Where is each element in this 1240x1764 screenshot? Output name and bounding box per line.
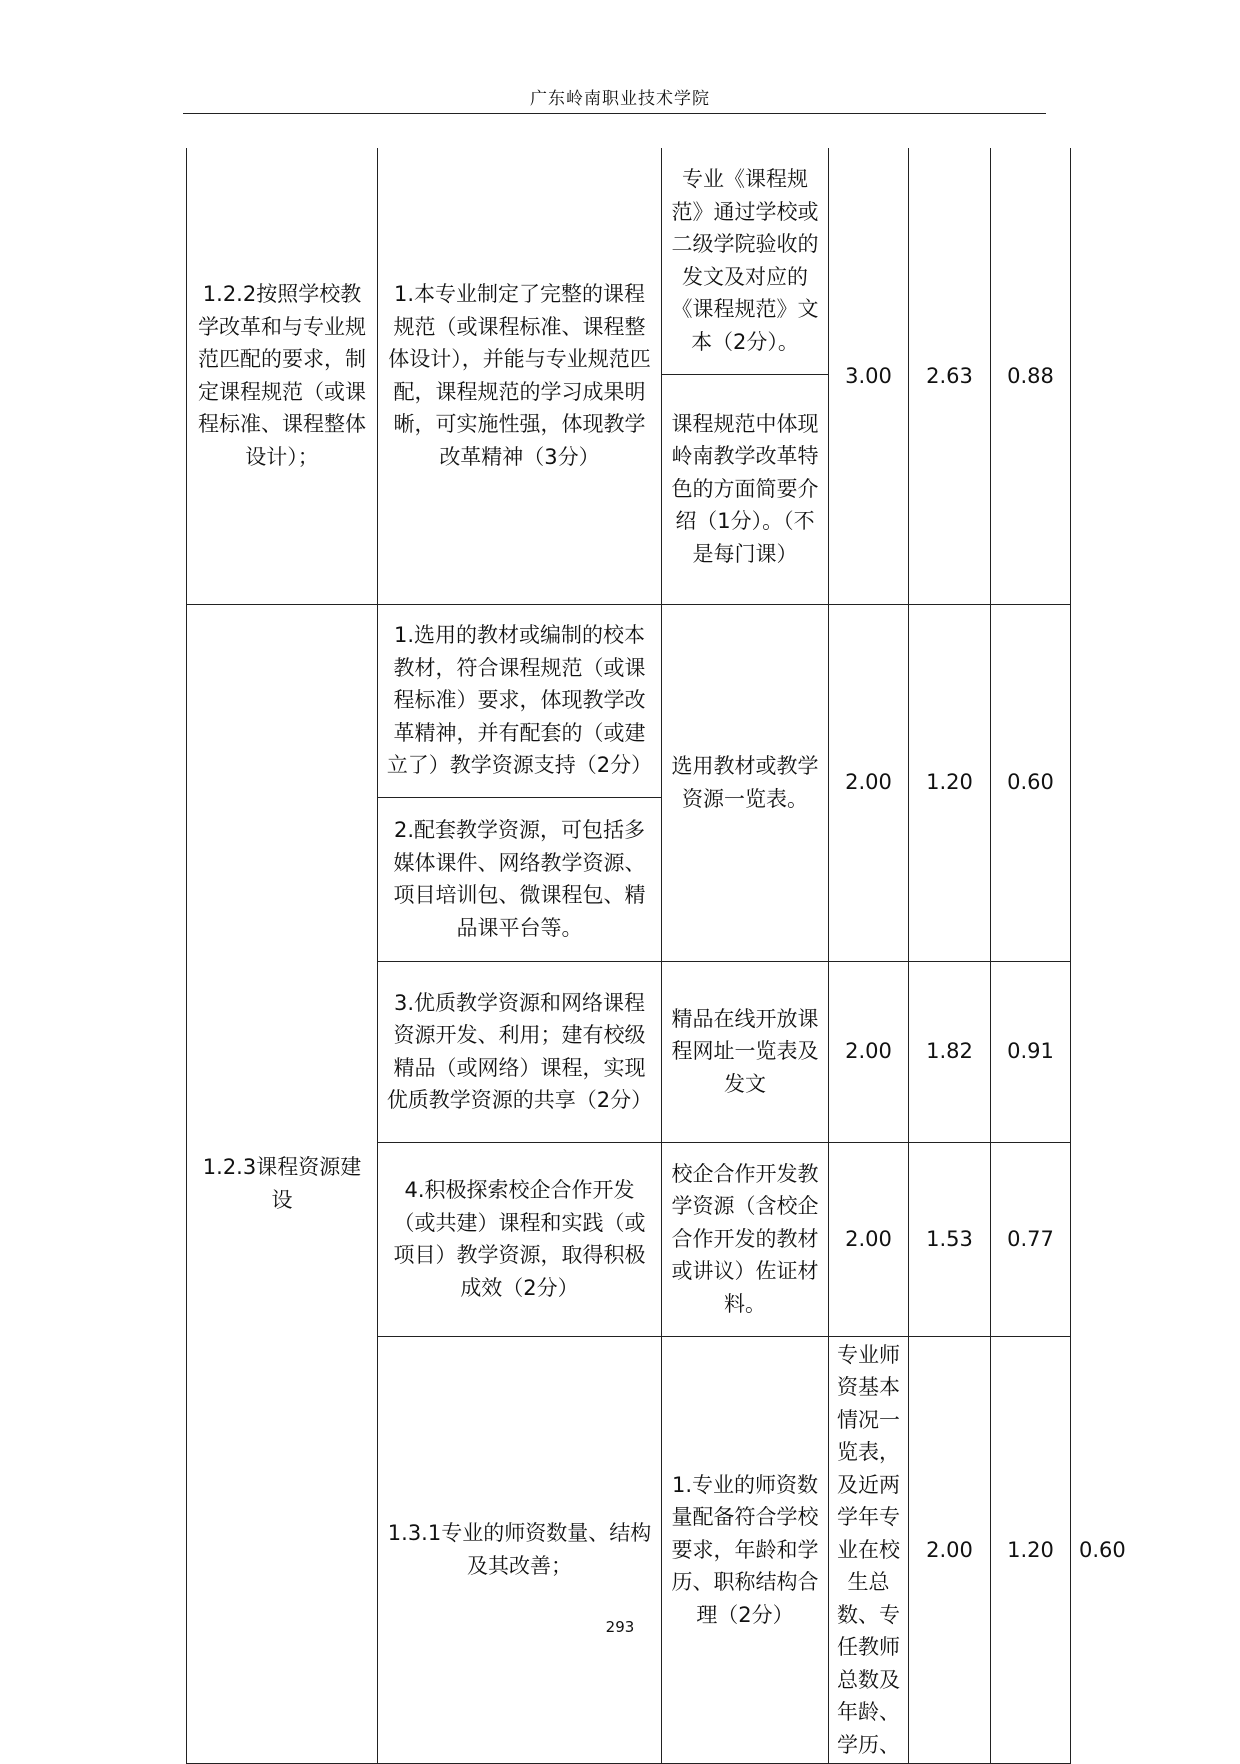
evidence-cell: 专业《课程规范》通过学校或二级学院验收的发文及对应的《课程规范》文本（2分）。 [662, 148, 829, 374]
score-cell: 2.63 [909, 148, 991, 604]
standard-cell: 1.专业的师资数量配备符合学校要求，年龄和学历、职称结构合理（2分） [662, 1336, 829, 1764]
score-cell: 1.20 [909, 604, 991, 961]
score-cell: 1.20 [991, 1336, 1071, 1764]
standard-cell: 2.配套教学资源，可包括多媒体课件、网络教学资源、项目培训包、微课程包、精品课平台等。 [378, 797, 662, 961]
evidence-cell: 选用教材或教学资源一览表。 [662, 604, 829, 961]
full-score-cell: 2.00 [829, 1142, 909, 1336]
rate-cell: 0.60 [991, 604, 1071, 961]
table-row: 1.3.1专业的师资数量、结构及其改善； 1.专业的师资数量配备符合学校要求，年龄和学历、职称结构合理（2分） 专业师资基本情况一览表，及近两学年专业在校生总数、专任教师总数及年龄、学历、 2.00 1.20 0.60 [187, 1336, 1071, 1764]
full-score-cell: 2.00 [829, 961, 909, 1142]
evidence-cell: 精品在线开放课程网址一览表及发文 [662, 961, 829, 1142]
score-cell: 1.82 [909, 961, 991, 1142]
evidence-cell: 校企合作开发教学资源（含校企合作开发的教材或讲议）佐证材料。 [662, 1142, 829, 1336]
evaluation-table [186, 148, 1126, 1764]
score-cell: 1.53 [909, 1142, 991, 1336]
standard-cell: 1.本专业制定了完整的课程规范（或课程标准、课程整体设计），并能与专业规范匹配，课程规范的学习成果明晰，可实施性强，体现教学改革精神（3分） [378, 148, 662, 604]
full-score-cell: 2.00 [829, 604, 909, 961]
full-score-cell: 3.00 [829, 148, 909, 604]
full-score-cell: 2.00 [909, 1336, 991, 1764]
page-number: 293 [605, 1618, 635, 1636]
indicator-cell: 1.2.2按照学校教学改革和与专业规范匹配的要求，制定课程规范（或课程标准、课程整体设计）； [187, 148, 378, 604]
rate-cell: 0.88 [991, 148, 1071, 604]
header-divider [183, 113, 1046, 114]
evidence-cell: 课程规范中体现岭南教学改革特色的方面简要介绍（1分）。（不是每门课） [662, 374, 829, 604]
rate-cell: 0.77 [991, 1142, 1071, 1336]
page-header-title: 广东岭南职业技术学院 [530, 89, 710, 109]
standard-cell: 4.积极探索校企合作开发（或共建）课程和实践（或项目）教学资源，取得积极成效（2分） [378, 1142, 662, 1336]
evidence-cell: 专业师资基本情况一览表，及近两学年专业在校生总数、专任教师总数及年龄、学历、 [829, 1336, 909, 1764]
rate-cell: 0.91 [991, 961, 1071, 1142]
table-row [187, 148, 1071, 374]
standard-cell: 1.选用的教材或编制的校本教材，符合课程规范（或课程标准）要求，体现教学改革精神，并有配套的（或建立了）教学资源支持（2分） [378, 604, 662, 797]
table-row [187, 604, 1071, 797]
standard-cell: 3.优质教学资源和网络课程资源开发、利用；建有校级精品（或网络）课程，实现优质教学资源的共享（2分） [378, 961, 662, 1142]
indicator-cell: 1.2.3课程资源建设 [187, 604, 378, 1764]
indicator-cell: 1.3.1专业的师资数量、结构及其改善； [378, 1336, 662, 1764]
